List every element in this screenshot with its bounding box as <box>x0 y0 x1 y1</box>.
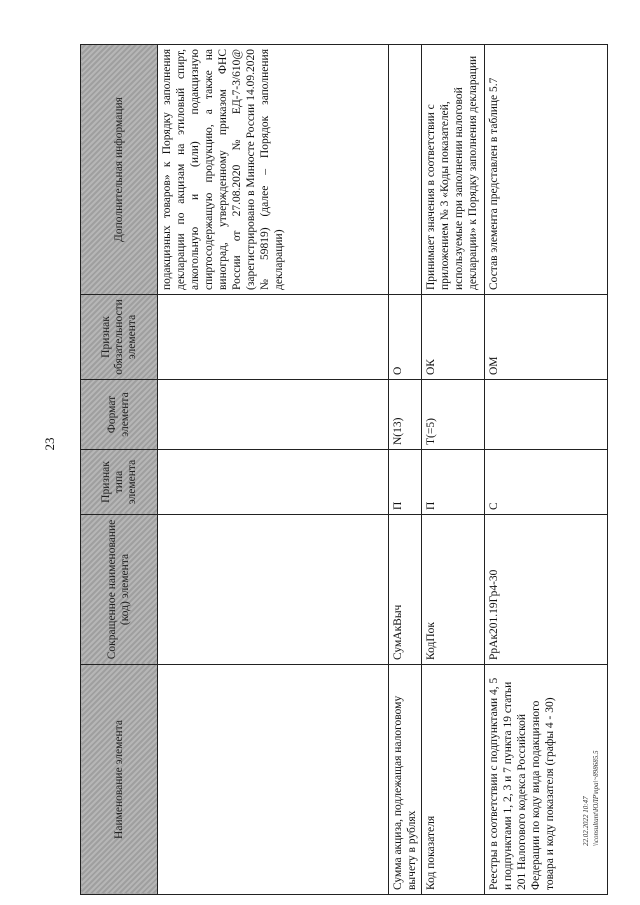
header-required: Признак обязательности элемента <box>81 295 158 380</box>
cell-format <box>158 380 389 450</box>
header-name: Наименование элемента <box>81 665 158 895</box>
cell-name <box>158 665 389 895</box>
table-row <box>389 45 422 895</box>
cell-format: N(13) <box>389 380 422 450</box>
footer-path: \\consultant\ЮЛР\npa\~898685.5 <box>592 750 600 846</box>
cell-name: Реестры в соответствии с подпунктами 4, 5 и подпунктами 1, 2, 3 и 7 пункта 19 статьи 201 Налогового кодекса Российской Федерации по коду вида подакцизного товара и коду показателя (графы 4 - 30) <box>485 665 608 895</box>
element-table-container <box>80 45 610 895</box>
page-number: 23 <box>42 437 57 451</box>
cell-required: ОМ <box>485 295 608 380</box>
cell-name: Код показателя <box>422 665 485 895</box>
header-format: Формат элемента <box>81 380 158 450</box>
cell-name: Сумма акциза, подлежащая налоговому вычету в рублях <box>389 665 422 895</box>
table-row <box>158 45 389 895</box>
header-type: Признак типа элемента <box>81 450 158 515</box>
cell-type: П <box>422 450 485 515</box>
header-code: Сокращенное наименование (код) элемента <box>81 515 158 665</box>
cell-code: КодПок <box>422 515 485 665</box>
cell-type <box>158 450 389 515</box>
footer-date: 22.02.2022 10:47 <box>582 796 590 846</box>
cell-info <box>389 45 422 295</box>
cell-info: Принимает значения в соответствии с приложением № 3 «Коды показателей, используемые при заполнении налоговой декларации» к Порядку заполнения декларации <box>422 45 485 295</box>
table-row <box>422 45 485 895</box>
cell-required: О <box>389 295 422 380</box>
cell-code: СумАкВыч <box>389 515 422 665</box>
cell-format: T(=5) <box>422 380 485 450</box>
cell-code <box>158 515 389 665</box>
cell-type: С <box>485 450 608 515</box>
cell-format <box>485 380 608 450</box>
cell-required: ОК <box>422 295 485 380</box>
table-row <box>485 45 608 895</box>
cell-info: Состав элемента представлен в таблице 5.7 <box>485 45 608 295</box>
header-row <box>81 45 158 895</box>
cell-info: подакцизных товаров» к Порядку заполнения декларации по акцизам на этиловый спирт, алкогольную и (или) подакцизную спиртосодержащую продукцию, а также на виноград, утвержденному приказом ФНС России от 27.08.2020 № ЕД-7-3/610@ (зарегистрировано в Минюсте России 14.09.2020 № 59819) (далее – Порядок заполнения декларации) <box>158 45 389 295</box>
element-table <box>80 44 608 895</box>
header-info: Дополнительная информация <box>81 45 158 295</box>
cell-code: РрАк201.19Гр4-30 <box>485 515 608 665</box>
cell-required <box>158 295 389 380</box>
cell-type: П <box>389 450 422 515</box>
